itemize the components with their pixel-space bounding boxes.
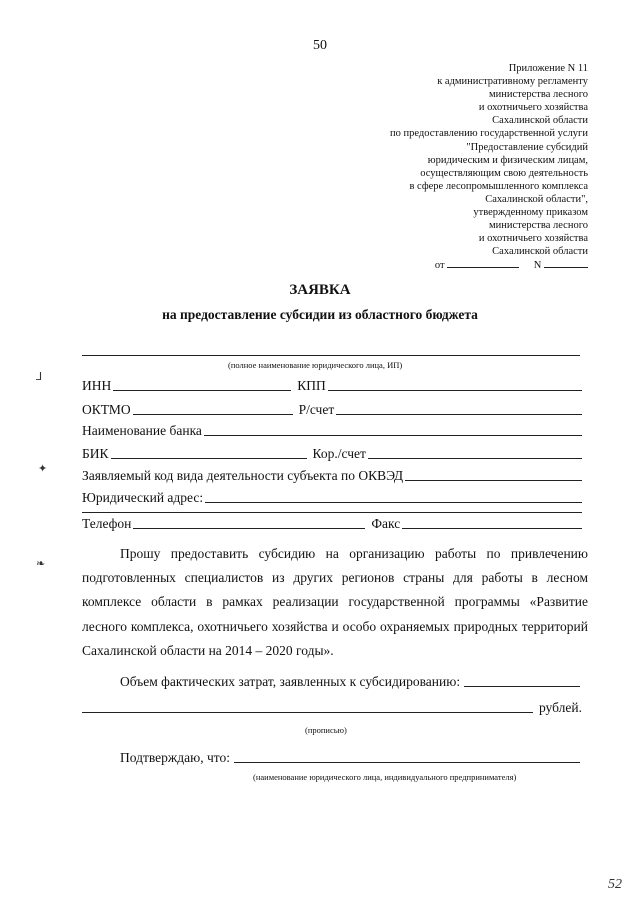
appendix-block [338, 62, 588, 273]
full-name-field[interactable] [82, 355, 580, 356]
kpp-label: КПП [297, 378, 326, 393]
appendix-line: в сфере лесопромышленного комплекса [409, 180, 588, 192]
request-text: Прошу предоставить субсидию на организацию работы по привлечению подготовленных специалистов из других регионов страны для работы в лесном комплексе области в рамках реализации государственной программы «Развитие лесного комплекса, охотничьего хозяйства и особо охраняемых природных территорий Сахалинской области на 2014 – 2020 годы». [82, 546, 588, 658]
appendix-line: к административному регламенту [437, 76, 588, 88]
entity-name-hint: (наименование юридического лица, индивидуального предпринимателя) [253, 772, 517, 782]
row-bank [82, 417, 582, 439]
appendix-line: "Предоставление субсидий [466, 141, 588, 153]
confirm-label: Подтверждаю, что: [120, 750, 230, 765]
margin-mark: ⅃ [36, 371, 43, 383]
bik-field[interactable] [111, 444, 307, 459]
row-inn-kpp [82, 372, 582, 394]
phone-field[interactable] [133, 514, 365, 529]
bank-field[interactable] [204, 421, 582, 436]
account-label: Р/счет [298, 402, 335, 417]
order-number-blank[interactable] [544, 258, 588, 268]
inn-label: ИНН [82, 378, 112, 393]
number-prefix: N [533, 260, 542, 272]
costs-in-words-field[interactable] [82, 698, 533, 713]
phone-label: Телефон [82, 516, 132, 531]
oktmo-field[interactable] [133, 400, 293, 415]
okved-label: Заявляемый код вида деятельности субъекта по ОКВЭД [82, 468, 404, 483]
appendix-line: утвержденному приказом [473, 207, 588, 219]
appendix-line: Сахалинской области [492, 115, 588, 127]
document-subtitle: на предоставление субсидии из областного бюджета [162, 307, 478, 322]
row-confirm [120, 744, 580, 766]
margin-mark: ✦ [38, 463, 48, 475]
account-field[interactable] [336, 400, 582, 415]
row-oktmo-account [82, 396, 582, 418]
fax-label: Факс [371, 516, 401, 531]
appendix-line: и охотничьего хозяйства [478, 102, 588, 114]
bank-label: Наименование банка [82, 423, 202, 438]
order-date-line [338, 258, 588, 272]
kpp-field[interactable] [328, 376, 582, 391]
row-bik-corr [82, 440, 582, 462]
page-number: 50 [313, 38, 327, 53]
appendix-line: министерства лесного [488, 220, 588, 232]
appendix-line: по предоставлению государственной услуги [390, 128, 588, 140]
margin-mark: ❧ [36, 558, 46, 570]
request-paragraph [82, 542, 588, 663]
appendix-line: Приложение N 11 [508, 63, 588, 74]
corr-account-label: Кор./счет [312, 446, 366, 461]
row-phone-fax [82, 510, 582, 532]
appendix-line: министерства лесного [488, 89, 588, 101]
fax-field[interactable] [402, 514, 582, 529]
date-prefix: от [434, 260, 445, 272]
corr-account-field[interactable] [368, 444, 582, 459]
row-costs-words [82, 694, 582, 716]
currency-label: рублей. [538, 700, 582, 715]
full-name-hint: (полное наименование юридического лица, ИП) [228, 360, 403, 370]
appendix-line: юридическим и физическим лицам, [427, 154, 588, 166]
confirm-field[interactable] [234, 748, 580, 763]
appendix-line: осуществляющим свою деятельность [420, 167, 588, 179]
appendix-line: Сахалинской области", [485, 193, 588, 205]
in-words-hint: (прописью) [305, 725, 347, 735]
address-label: Юридический адрес: [82, 490, 204, 505]
document-title: ЗАЯВКА [289, 282, 351, 298]
row-okved [82, 462, 582, 484]
inn-field[interactable] [113, 376, 291, 391]
order-date-blank[interactable] [447, 258, 519, 268]
okved-field[interactable] [405, 466, 582, 481]
appendix-line: и охотничьего хозяйства [478, 233, 588, 245]
costs-label: Объем фактических затрат, заявленных к субсидированию: [120, 674, 461, 689]
costs-amount-field[interactable] [464, 672, 580, 687]
oktmo-label: ОКТМО [82, 402, 131, 417]
corner-mark: 52 [608, 877, 622, 892]
row-costs [120, 668, 580, 690]
appendix-line: Сахалинской области [492, 246, 588, 258]
bik-label: БИК [82, 446, 109, 461]
